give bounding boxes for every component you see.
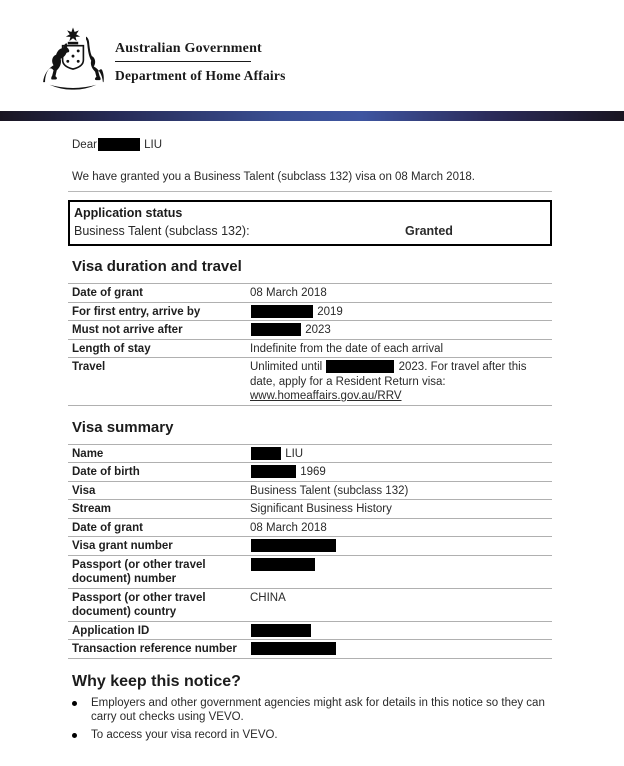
- greeting-line: Dear LIU: [72, 139, 163, 151]
- redaction-bar: [251, 447, 281, 460]
- table-row: [68, 462, 552, 481]
- visa-duration-table: [68, 283, 552, 406]
- table-row: [68, 339, 552, 358]
- redaction-bar: [251, 305, 313, 318]
- department-title: Department of Home Affairs: [115, 68, 286, 83]
- table-row: [68, 536, 552, 555]
- redaction-bar: [251, 539, 336, 552]
- application-status-box: [68, 200, 552, 246]
- row-label: Length of stay: [72, 342, 151, 355]
- row-label: Visa: [72, 484, 96, 497]
- header-lockup: [115, 41, 286, 84]
- row-value: Unlimited until 2023. For travel after this date, apply for a Resident Return visa: www.homeaffairs.gov.au/RRV: [250, 361, 527, 402]
- list-item: [68, 728, 552, 743]
- row-value: [250, 642, 552, 657]
- row-value: [250, 558, 552, 587]
- table-row: [68, 481, 552, 500]
- redaction-bar: [251, 642, 336, 655]
- bullet-text: To access your visa record in VEVO.: [91, 728, 278, 741]
- row-label: Date of grant: [72, 287, 143, 299]
- table-row: [68, 555, 552, 588]
- table-row: [68, 639, 552, 659]
- table-row: [68, 357, 552, 406]
- row-value: Business Talent (subclass 132): [250, 484, 409, 497]
- visa-summary-heading: Visa summary: [72, 418, 174, 436]
- redaction-bar: [251, 558, 315, 571]
- emu-icon: [86, 37, 104, 83]
- row-value: Significant Business History: [250, 503, 392, 515]
- row-label: Date of birth: [72, 466, 140, 478]
- row-label: Transaction reference number: [72, 643, 237, 655]
- row-label: Name: [72, 447, 104, 460]
- table-row: [68, 588, 552, 621]
- row-label: Must not arrive after: [72, 324, 183, 336]
- table-row: [68, 283, 552, 302]
- redaction-bar: [251, 323, 301, 336]
- application-status-label: Business Talent (subclass 132):: [74, 224, 250, 238]
- australian-coat-of-arms-icon: [34, 22, 112, 98]
- row-value: CHINA: [250, 591, 286, 604]
- row-value: 08 March 2018: [250, 287, 327, 299]
- row-label: Stream: [72, 503, 111, 515]
- bullet-icon: [68, 696, 91, 725]
- row-value: [250, 539, 552, 554]
- why-keep-list: [68, 696, 552, 743]
- table-row: [68, 320, 552, 339]
- application-status-value: Granted: [405, 224, 453, 238]
- intro-paragraph: We have granted you a Business Talent (subclass 132) visa on 08 March 2018.: [72, 171, 475, 183]
- redaction-bar: [98, 138, 140, 151]
- row-label: Date of grant: [72, 521, 143, 534]
- row-label: Visa grant number: [72, 540, 173, 552]
- redaction-bar: [251, 465, 296, 478]
- bullet-text: Employers and other government agencies might ask for details in this notice so they can carry out checks using VEVO.: [91, 696, 545, 723]
- accent-bar: [0, 111, 624, 121]
- row-value: 2023: [250, 323, 552, 338]
- row-value: 1969: [250, 465, 552, 480]
- visa-summary-table: [68, 444, 552, 659]
- rrv-link[interactable]: www.homeaffairs.gov.au/RRV: [250, 390, 402, 402]
- row-label: Travel: [72, 361, 106, 373]
- row-value: LIU: [250, 447, 552, 462]
- redaction-bar: [326, 360, 394, 373]
- table-row: [68, 518, 552, 537]
- application-status-row: [74, 222, 545, 240]
- row-value: Indefinite from the date of each arrival: [250, 342, 444, 355]
- letter-body: [68, 136, 552, 745]
- row-label: Passport (or other travel document) number: [72, 558, 206, 585]
- row-value: [250, 624, 552, 639]
- application-status-heading: Application status: [74, 206, 183, 220]
- row-label: For first entry, arrive by: [72, 305, 201, 318]
- table-row: [68, 499, 552, 518]
- why-keep-heading: Why keep this notice?: [72, 672, 241, 690]
- government-title: Australian Government: [115, 41, 262, 56]
- row-value: 08 March 2018: [250, 521, 327, 534]
- table-row: [68, 302, 552, 321]
- row-label: Passport (or other travel document) country: [72, 591, 206, 618]
- redaction-bar: [251, 624, 311, 637]
- list-item: [68, 696, 552, 725]
- table-row: [68, 444, 552, 463]
- crest-divider: [115, 61, 251, 62]
- table-row: [68, 621, 552, 640]
- divider-line: [68, 191, 552, 192]
- commonwealth-star-icon: [66, 28, 80, 42]
- row-label: Application ID: [72, 624, 150, 637]
- bullet-icon: [68, 728, 91, 743]
- visa-duration-heading: Visa duration and travel: [72, 258, 242, 275]
- row-value: 2019: [250, 305, 552, 320]
